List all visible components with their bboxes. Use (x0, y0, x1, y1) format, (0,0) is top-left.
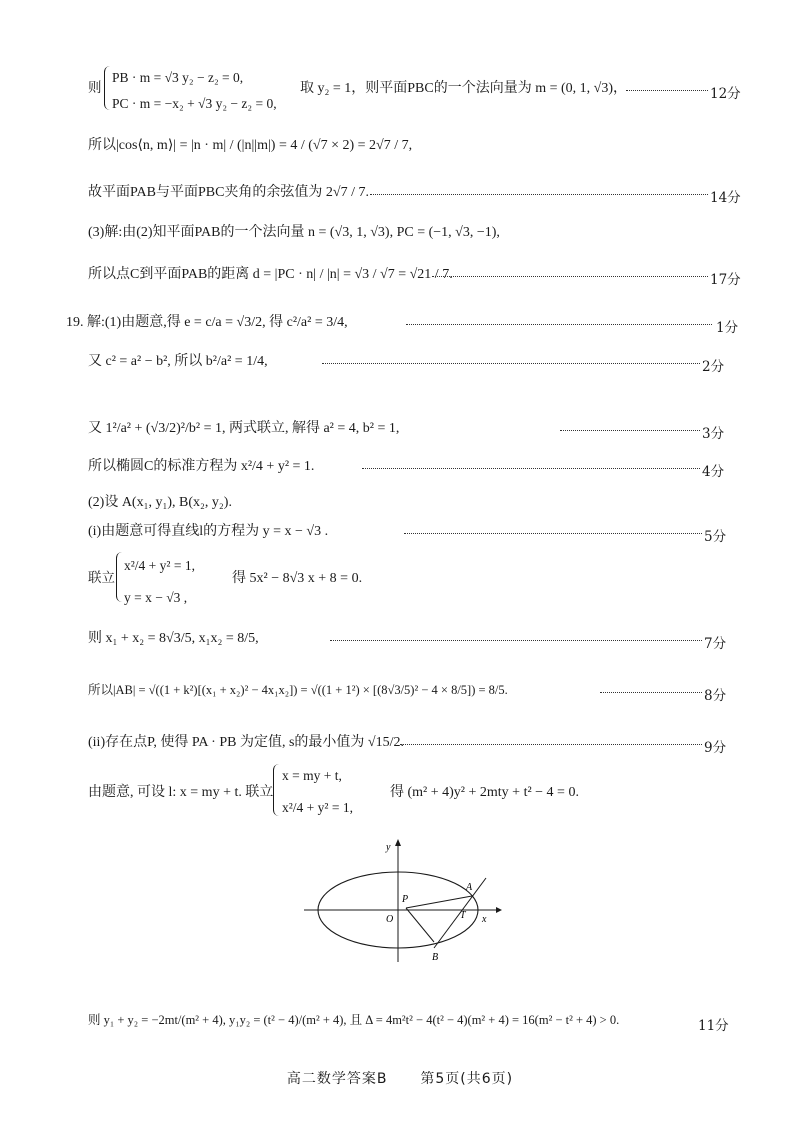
system-brace-2 (116, 552, 123, 602)
line12-prefix: 联立 (88, 570, 115, 586)
label-o: O (386, 914, 394, 925)
line4-part3: (3)解:由(2)知平面PAB的一个法向量 n = (√3, 1, √3), PC = (−1, √3, −1), (88, 225, 500, 240)
score-2: 2分 (702, 359, 725, 375)
label-y: y (386, 842, 391, 853)
line15-part-ii: (ii)存在点P, 使得 PA · PB 为定值, s的最小值为 √15/2. (88, 735, 404, 750)
line10-points: (2)设 A(x₁, y₁), B(x₂, y₂). (88, 495, 232, 510)
dot-leader-13 (330, 640, 702, 641)
line12-equation-2: y = x − √3 , (124, 590, 188, 605)
line16-result: 得 (m² + 4)y² + 2mty + t² − 4 = 0. (390, 785, 579, 800)
segment-pa (406, 896, 472, 908)
line17-y-vieta: 则 y₁ + y₂ = −2mt/(m² + 4), y₁y₂ = (t² − 4)/(m² + 4), 且 Δ = 4m²t² − 4(t² − 4)(m² + 4) = 16(m² − t² + 4) > 0. (88, 1013, 620, 1027)
label-a: A (466, 882, 473, 893)
score-5: 5分 (704, 529, 727, 545)
score-14: 14分 (710, 190, 741, 206)
y-axis-arrow (395, 839, 401, 846)
label-p: P (402, 894, 409, 905)
dot-leader-5 (432, 276, 708, 277)
line12-equation-1: x²/4 + y² = 1, (124, 558, 195, 573)
line6-q19-part1: 19. 解:(1)由题意,得 e = c/a = √3/2, 得 c²/a² = 3/4, (66, 315, 348, 330)
score-9: 9分 (704, 740, 727, 756)
line1-text: 取 y₂ = 1，则平面PBC的一个法向量为 m = (0, 1, √3)， (300, 81, 628, 96)
footer-subject: 高二数学答案B (286, 1071, 388, 1087)
dot-leader-11 (404, 533, 702, 534)
label-t: T (460, 910, 466, 921)
line9-ellipse-equation: 所以椭圆C的标准方程为 x²/4 + y² = 1. (88, 459, 315, 474)
line12-result: 得 5x² − 8√3 x + 8 = 0. (232, 571, 363, 586)
score-3: 3分 (702, 426, 725, 442)
score-11: 11分 (698, 1018, 729, 1034)
ellipse-diagram (300, 838, 510, 968)
dot-leader-6 (406, 324, 712, 325)
line16-equation-1: x = my + t, (282, 768, 342, 783)
score-8: 8分 (704, 688, 727, 704)
dot-leader-14 (600, 692, 702, 693)
line13-vieta: 则 x₁ + x₂ = 8√3/5, x₁x₂ = 8/5, (88, 631, 259, 646)
dot-leader-7 (322, 363, 700, 364)
label-b: B (432, 952, 439, 963)
line3-conclusion: 故平面PAB与平面PBC夹角的余弦值为 2√7 / 7. (88, 185, 369, 200)
line1-prefix: 则 (88, 80, 102, 96)
score-4: 4分 (702, 464, 725, 480)
line1-equation-2: PC · m = −x₂ + √3 y₂ − z₂ = 0, (112, 96, 277, 111)
line5-distance: 所以点C到平面PAB的距离 d = |PC · n| / |n| = √3 / √7 = √21 / 7. (88, 267, 453, 282)
label-x: x (482, 914, 487, 925)
score-1: 1分 (716, 320, 739, 336)
x-axis-arrow (496, 907, 502, 913)
line7: 又 c² = a² − b², 所以 b²/a² = 1/4, (88, 354, 268, 369)
dot-leader-15 (400, 744, 702, 745)
dot-leader-9 (362, 468, 700, 469)
dot-leader-8 (560, 430, 700, 431)
ellipse-figure (300, 838, 510, 972)
system-brace-1 (104, 66, 111, 110)
line16-equation-2: x²/4 + y² = 1, (282, 800, 353, 815)
score-12: 12分 (710, 86, 741, 102)
line1-equation-1: PB · m = √3 y₂ − z₂ = 0, (112, 70, 244, 85)
score-7: 7分 (704, 636, 727, 652)
line14-chord-length: 所以|AB| = √((1 + k²)[(x₁ + x₂)² − 4x₁x₂]) = √((1 + 1²) × [(8√3/5)² − 4 × 8/5]) = 8/5. (88, 683, 508, 697)
segment-pb (406, 908, 434, 942)
line2-cosine: 所以|cos⟨n, m⟩| = |n · m| / (|n||m|) = 4 / (√7 × 2) = 2√7 / 7, (88, 138, 413, 153)
page-footer (0, 1068, 800, 1088)
score-17: 17分 (710, 272, 741, 288)
dot-leader-3 (370, 194, 708, 195)
line11-line-l: (i)由题意可得直线l的方程为 y = x − √3 . (88, 524, 329, 539)
dot-leader-1 (626, 90, 708, 91)
line8: 又 1²/a² + (√3/2)²/b² = 1, 两式联立, 解得 a² = 4, b² = 1, (88, 421, 400, 436)
system-brace-3 (273, 764, 280, 816)
footer-page-number: 第5页(共6页) (420, 1071, 514, 1087)
line16-prefix: 由题意, 可设 l: x = my + t. 联立 (88, 785, 274, 800)
